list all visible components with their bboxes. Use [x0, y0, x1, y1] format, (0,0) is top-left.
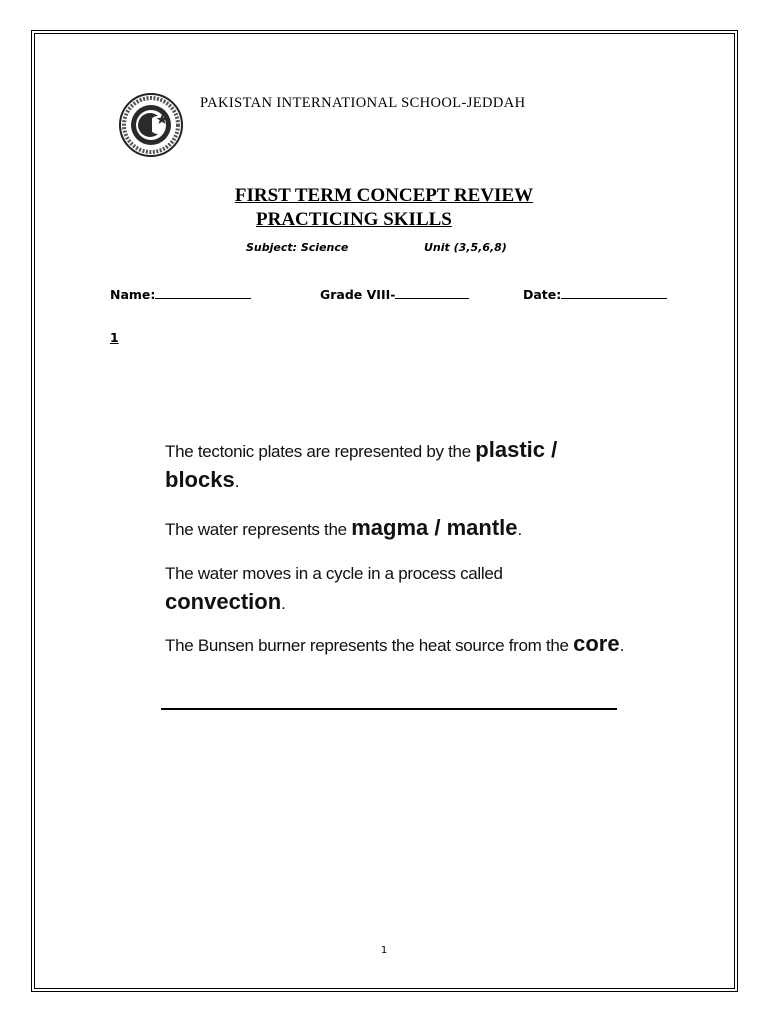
name-blank[interactable] — [155, 286, 251, 299]
answer-line — [165, 560, 605, 618]
school-name: PAKISTAN INTERNATIONAL SCHOOL-JEDDAH — [200, 95, 526, 111]
document-subtitle: PRACTICING SKILLS — [256, 209, 452, 230]
answer-period: . — [281, 594, 286, 613]
document-title: FIRST TERM CONCEPT REVIEW — [234, 185, 534, 206]
date-field[interactable] — [523, 286, 667, 302]
page-number: 1 — [380, 945, 388, 956]
answer-line — [165, 630, 625, 660]
subject-label: Subject: Science — [246, 241, 349, 254]
page-border — [31, 30, 738, 992]
school-crest-icon — [118, 92, 184, 158]
answer-keyword: plastic / — [475, 437, 558, 462]
date-label: Date: — [523, 287, 562, 302]
answer-period: . — [517, 520, 522, 539]
grade-label: Grade VIII- — [320, 287, 396, 302]
date-blank[interactable] — [561, 286, 667, 299]
answer-period: . — [619, 636, 625, 655]
answer-line — [165, 436, 605, 496]
answer-keyword: blocks — [165, 467, 235, 492]
answer-text: The water moves in a cycle in a process called — [165, 564, 503, 583]
unit-label: Unit (3,5,6,8) — [424, 241, 507, 254]
answer-text: The tectonic plates are represented by the — [165, 442, 476, 461]
grade-field[interactable] — [320, 286, 469, 302]
answer-keyword: core — [573, 631, 620, 656]
answer-divider — [161, 708, 617, 710]
answer-line — [165, 514, 605, 544]
answer-text: The water represents the — [165, 520, 352, 539]
question-number: 1 — [110, 330, 119, 345]
answer-keyword: magma / mantle — [351, 515, 518, 540]
answer-keyword: convection — [165, 589, 282, 614]
answer-period: . — [234, 472, 240, 491]
grade-blank[interactable] — [395, 286, 469, 299]
name-field[interactable] — [110, 286, 251, 302]
name-label: Name: — [110, 287, 156, 302]
answer-text: The Bunsen burner represents the heat source from the — [165, 636, 574, 655]
